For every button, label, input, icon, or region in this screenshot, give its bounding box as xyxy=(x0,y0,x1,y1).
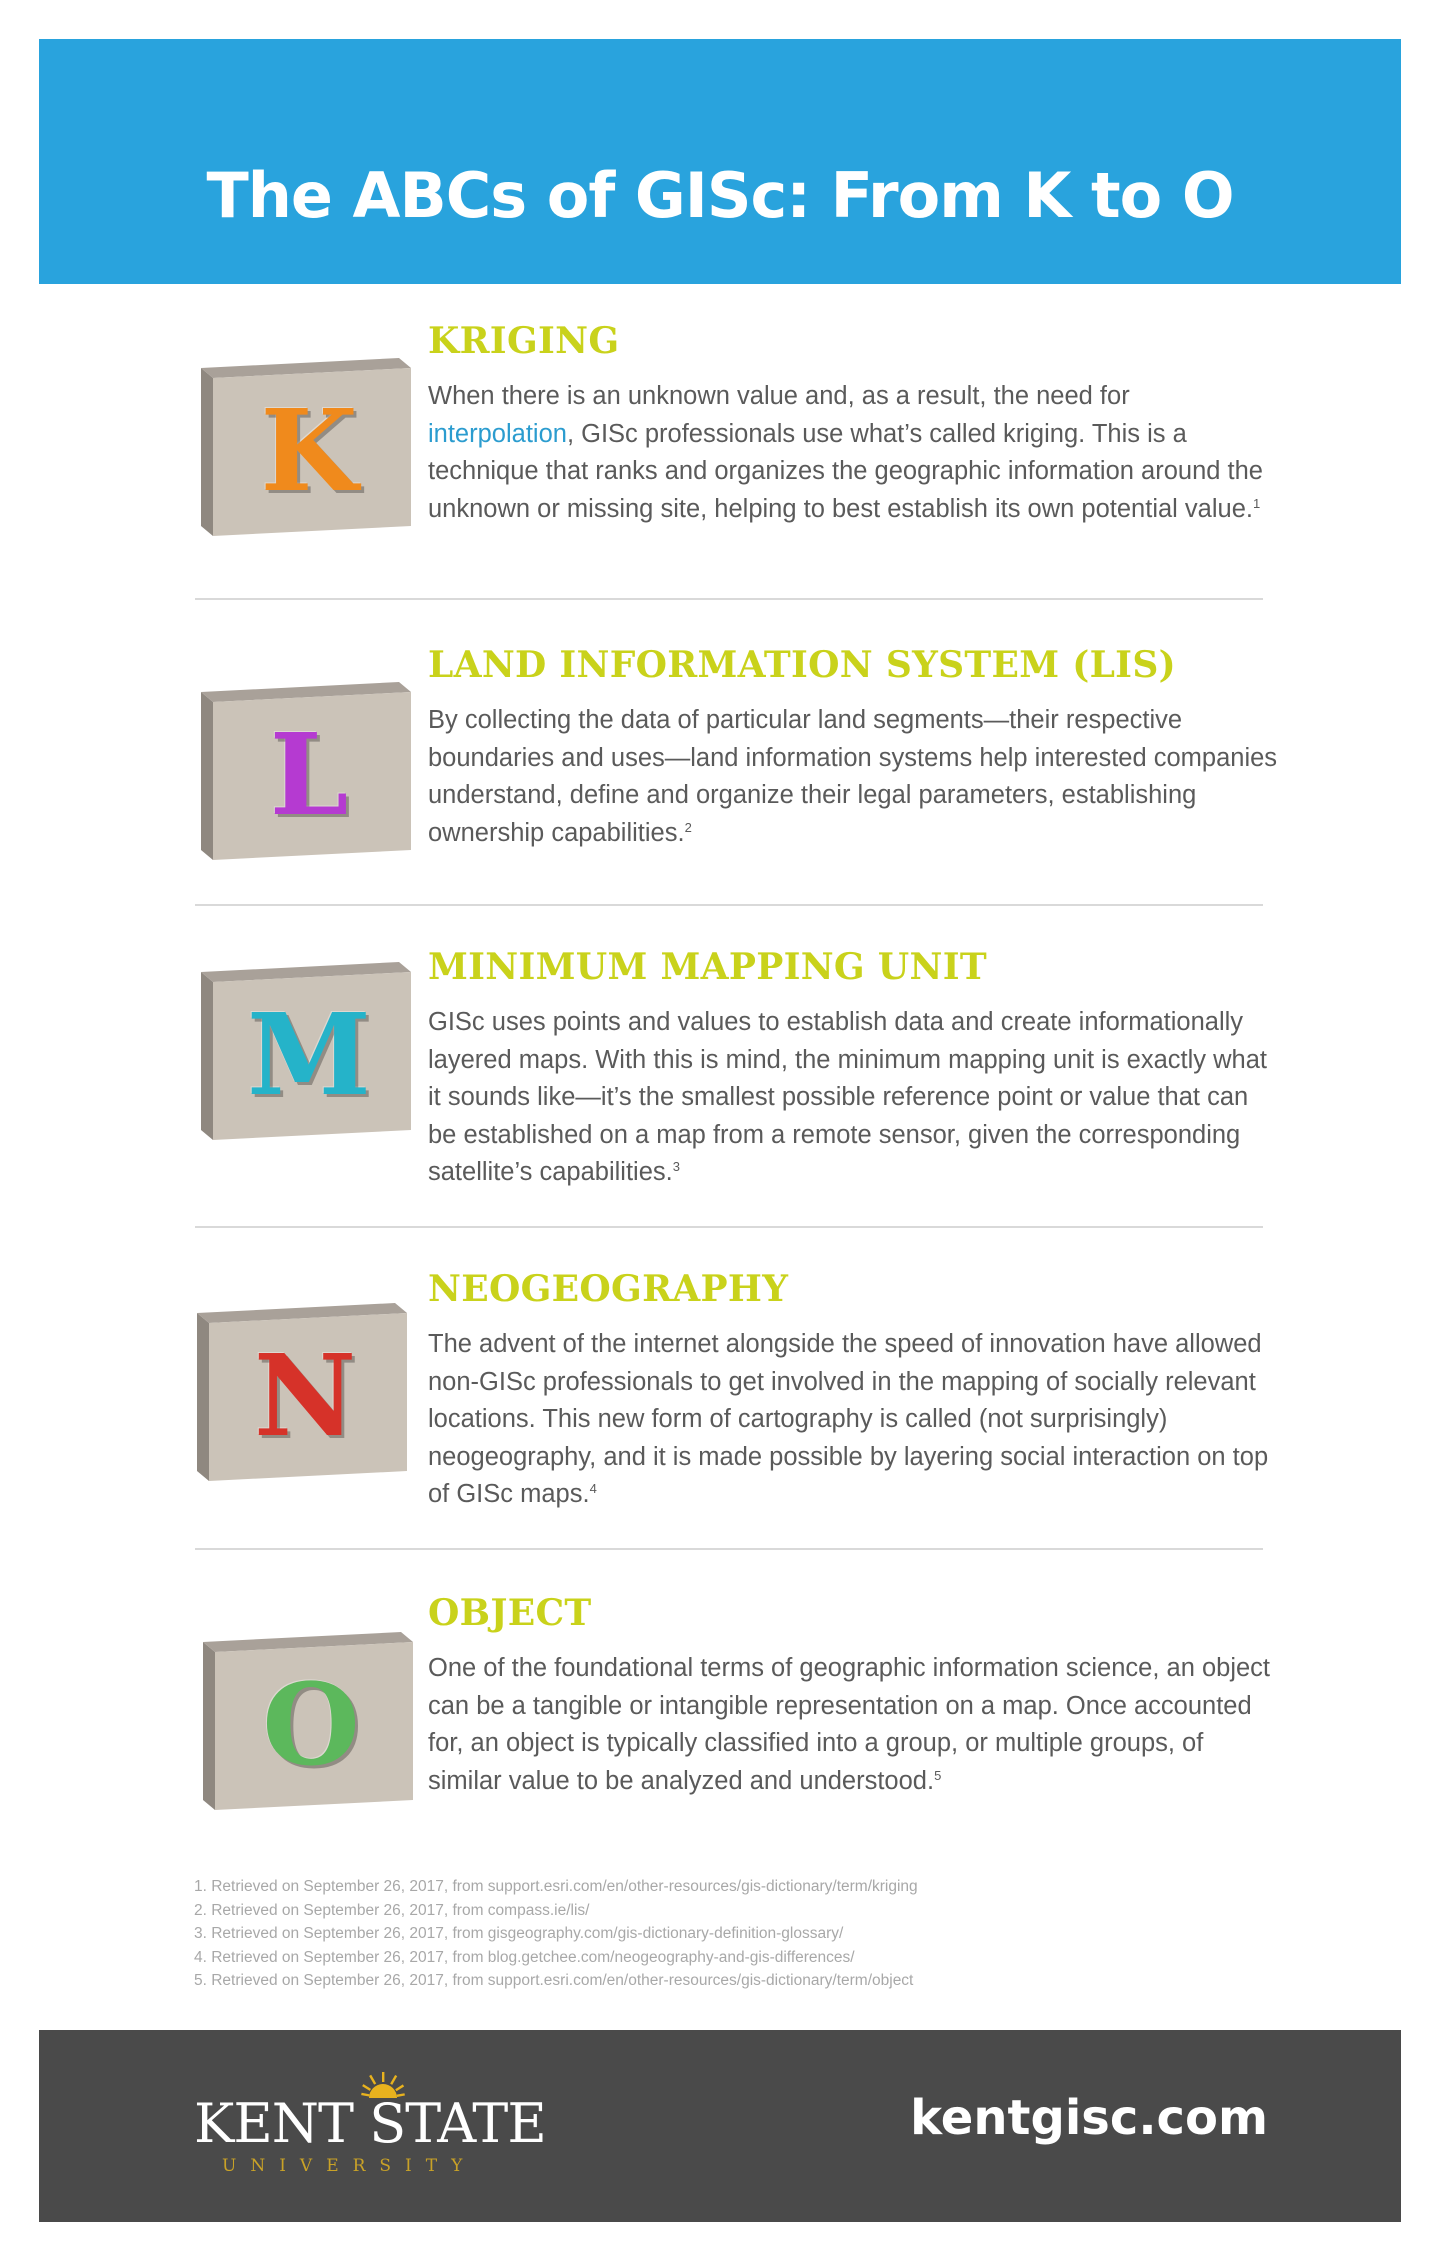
letter-block-k xyxy=(201,358,401,532)
description-object xyxy=(428,1650,1278,1800)
footnote-item: 5. Retrieved on September 26, 2017, from support.esri.com/en/other-resources/gis-dictionary/term/object xyxy=(194,1972,914,1989)
letter-m: M xyxy=(247,990,371,1121)
letter-k: K xyxy=(260,386,358,517)
description-part: When there is an unknown value and, as a result, the need for xyxy=(428,382,1130,410)
description-part: GISc uses points and values to establish data and create informationally layered maps. With this is mind, the minimum mapping unit is exactly what it sounds like—it’s the smallest possible reference point or value that can be established on a map from a remote sensor, given the corresponding satellite’s capabilities. xyxy=(428,1008,1267,1186)
term-lis: LAND INFORMATION SYSTEM (LIS) xyxy=(428,644,1176,686)
description-part: One of the foundational terms of geographic information science, an object can be a tangible or intangible representation on a map. Once accounted for, an object is typically classified into a group, or multiple groups, of similar value to be analyzed and understood. xyxy=(428,1654,1271,1795)
footnote-ref: 2 xyxy=(684,819,692,835)
footnote-item: 1. Retrieved on September 26, 2017, from support.esri.com/en/other-resources/gis-dictionary/term/kriging xyxy=(194,1878,918,1895)
interpolation-link[interactable]: interpolation xyxy=(428,419,567,448)
footnote-item: 4. Retrieved on September 26, 2017, from blog.getchee.com/neogeography-and-gis-differences/ xyxy=(194,1948,855,1966)
page-title: The ABCs of GISc: From K to O xyxy=(206,159,1234,232)
footnote-ref: 5 xyxy=(934,1767,942,1783)
divider xyxy=(195,1548,1263,1550)
website-link[interactable]: kentgisc.com xyxy=(910,2090,1268,2146)
term-object: OBJECT xyxy=(428,1592,592,1634)
logo-wordmark: KENT STATE xyxy=(194,2092,546,2155)
entry-object xyxy=(195,1592,1271,1832)
description-part: , GISc professionals use what’s called kriging. This is a technique that ranks and organizes the geographic information around the unknown or missing site, helping to best establish its own potential value. xyxy=(428,419,1263,523)
divider xyxy=(195,904,1263,906)
description-neogeography xyxy=(428,1326,1278,1514)
divider xyxy=(195,1226,1263,1228)
description-kriging xyxy=(428,378,1278,528)
letter-block-l xyxy=(201,682,401,856)
term-neogeography: NEOGEOGRAPHY xyxy=(428,1268,789,1310)
logo-subtitle: UNIVERSITY xyxy=(222,2156,477,2176)
letter-o: O xyxy=(262,1660,360,1791)
term-kriging: KRIGING xyxy=(428,320,620,362)
entry-kriging xyxy=(195,320,1263,590)
footnotes xyxy=(194,1875,1194,1993)
footnote-ref: 4 xyxy=(589,1481,597,1496)
letter-l: L xyxy=(269,710,349,841)
letter-block-n xyxy=(197,1303,397,1477)
term-minimum-mapping-unit: MINIMUM MAPPING UNIT xyxy=(428,946,987,988)
footnote-item: 3. Retrieved on September 26, 2017, from gisgeography.com/gis-dictionary-definition-glossary/ xyxy=(194,1925,844,1942)
divider xyxy=(195,598,1263,600)
letter-n: N xyxy=(253,1331,357,1462)
kent-state-logo xyxy=(194,2072,546,2182)
footnote-ref: 3 xyxy=(672,1159,680,1174)
entry-minimum-mapping-unit xyxy=(195,946,1267,1216)
header-banner xyxy=(39,39,1401,284)
letter-block-m xyxy=(201,962,401,1136)
entry-neogeography xyxy=(195,1268,1269,1538)
description-part: By collecting the data of particular land segments—their respective boundaries and uses—land information systems help interested companies understand, define and organize their legal parameters, establishing ownership capabilities. xyxy=(428,706,1278,847)
description-part: The advent of the internet alongside the speed of innovation have allowed non-GISc professionals to get involved in the mapping of socially relevant locations. This new form of cartography is called (not surprisingly) neogeography, and it is made possible by layering social interaction on top of GISc maps. xyxy=(428,1330,1269,1508)
description-minimum-mapping-unit xyxy=(428,1004,1278,1192)
letter-block-o xyxy=(203,1632,403,1806)
description-lis xyxy=(428,702,1278,852)
footnote-item: 2. Retrieved on September 26, 2017, from compass.ie/lis/ xyxy=(194,1901,590,1919)
footnote-ref: 1 xyxy=(1252,495,1261,511)
entry-lis xyxy=(195,644,1278,874)
footer xyxy=(39,2030,1401,2222)
